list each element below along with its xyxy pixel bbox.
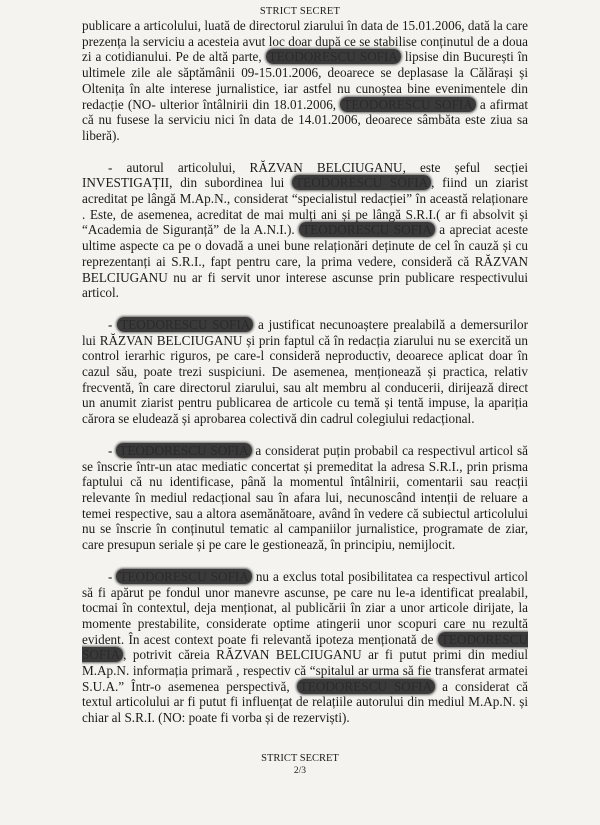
- text-segment: a apreciat aceste ultime aspecte ca pe o dovadă a unei bune relaționări deținute de cel în cauză și cu reprezentanți ai S.R.I., fapt pentru care, la prima vedere, consideră că RĂZVAN BELCIUGANU nu ar fi servit unor interese ascunse prin publicare respectivului articol.: [82, 222, 528, 301]
- text-segment: a considerat puțin probabil ca respectivul articol să se înscrie într-un atac mediatic concertat și premeditat la adresa S.R.I., prin prisma faptului că nu identificase, până la momentul întâlnirii, comentarii sau reacții relevante în mediul redacțional sau în afara lui, necunoscând intenții de reluare a temei respective, sau a altora asemănătoare, având în vedere că subiectul articolului nu se înscrie în conținutul tematic al campaniilor jurnalistice, programate de ziar, care presupun seriale și pe care le gestionează, în principiu, nemijlocit.: [82, 442, 528, 553]
- redacted-name: TEODORESCU SOFIA: [117, 317, 253, 332]
- text-segment: a afirmat că nu fusese la serviciu nici în data de 14.01.2006, deoarece sâmbăta este ziua sa liberă).: [82, 96, 529, 143]
- redacted-name: TEODORESCU SOFIA: [116, 569, 251, 584]
- footer: [0, 752, 600, 778]
- text-segment: a justificat necunoaștere prealabilă a demersurilor lui RĂZVAN BELCIUGANU și prin faptul că în redacția ziarului nu se exercită un control ierarhic riguros, pe care-l consideră neproductiv, deoarece aplicat doar în cazul său, poate trezi suspiciuni. De asemenea, menționează și practica, relativ frecventă, în care directorul ziarului, sau alt membru al conducerii, dirijează direct un anumit ziarist pentru publicarea de articole cu temă și tentă impuse, la apariția cărora se eludează și aprobarea colectivă din cadrul colegiului redacțional.: [82, 316, 528, 427]
- text-segment: nu a exclus total posibilitatea ca respectivul articol să fi apărut pe fondul unor manevre ascunse, pe care nu le-a identificat prealabil, tocmai în contextul, deja menționat, al publicării în ziar a unor articole dirijate, la momente prestabilite, considerate optime atingerii unor scopuri care nu rezultă evident. În acest context poate fi relevantă ipoteza menționată de: [82, 568, 528, 647]
- paragraph-3: [82, 317, 528, 427]
- redacted-name: TEODORESCU SOFIA: [82, 631, 528, 663]
- redacted-name: TEODORESCU SOFIA: [340, 97, 475, 112]
- text-segment: a considerat că textul articolului ar fi putut fi influențat de relațiile autorului din mediul M.Ap.N. și chiar al S.R.I. (NO: poate fi vorba și de rezerviști).: [82, 678, 529, 726]
- text-segment: - autorul articolului, RĂZVAN BELCIUGANU, este șeful secției INVESTIGAȚII, din subordinea lui: [82, 159, 528, 191]
- footer-classification: STRICT SECRET: [261, 753, 339, 764]
- document-body: [82, 18, 528, 742]
- paragraph-1: [82, 18, 528, 144]
- paragraph-5: [82, 569, 528, 726]
- page-number: 2/3: [293, 766, 307, 776]
- text-segment: , potrivit căreia RĂZVAN BELCIUGANU ar fi putut primi din mediul M.Ap.N. informația primară , respectiv că “spitalul ar urma să fie transferat armatei S.U.A.” Într-o asemenea perspectivă,: [82, 647, 528, 694]
- header-classification: STRICT SECRET: [259, 6, 341, 17]
- redacted-name: TEODORESCU SOFIA: [297, 679, 435, 694]
- text-segment: -: [108, 442, 117, 458]
- redacted-name: TEODORESCU SOFIA: [299, 222, 435, 237]
- text-segment: lipsise din București în ultimele zile ale săptămânii 09-15.01.2006, deoarece se deplasase la Călărași și Oltenița în alte interese jurnalistice, iar astfel nu cunoștea bine evenimentele din redacție (NO- ulterior întâlnirii din 18.01.2006,: [82, 49, 529, 112]
- text-segment: , fiind un ziarist acreditat pe lângă M.Ap.N., considerat “specialistul redacției” în această relaționare . Este, de asemenea, acreditat de mai mulți ani și pe lângă S.R.I.( ar fi absolvit și “Academia de Siguranță” de la A.N.I.).: [82, 175, 528, 238]
- text-segment: -: [108, 316, 118, 332]
- paragraph-2: [82, 160, 528, 301]
- text-segment: publicare a articolului, luată de directorul ziarului în data de 15.01.2006, dată la care prezența la serviciu a acesteia avut loc doar după ce se stabilise conținutul de a doua zi a cotidianului. Pe de altă parte,: [82, 18, 528, 65]
- redacted-name: TEODORESCU SOFIA: [266, 49, 401, 64]
- text-segment: -: [108, 568, 117, 584]
- paragraph-4: [82, 443, 528, 553]
- redacted-name: TEODORESCU SOFIA: [292, 175, 431, 190]
- redacted-name: TEODORESCU SOFIA: [116, 443, 251, 458]
